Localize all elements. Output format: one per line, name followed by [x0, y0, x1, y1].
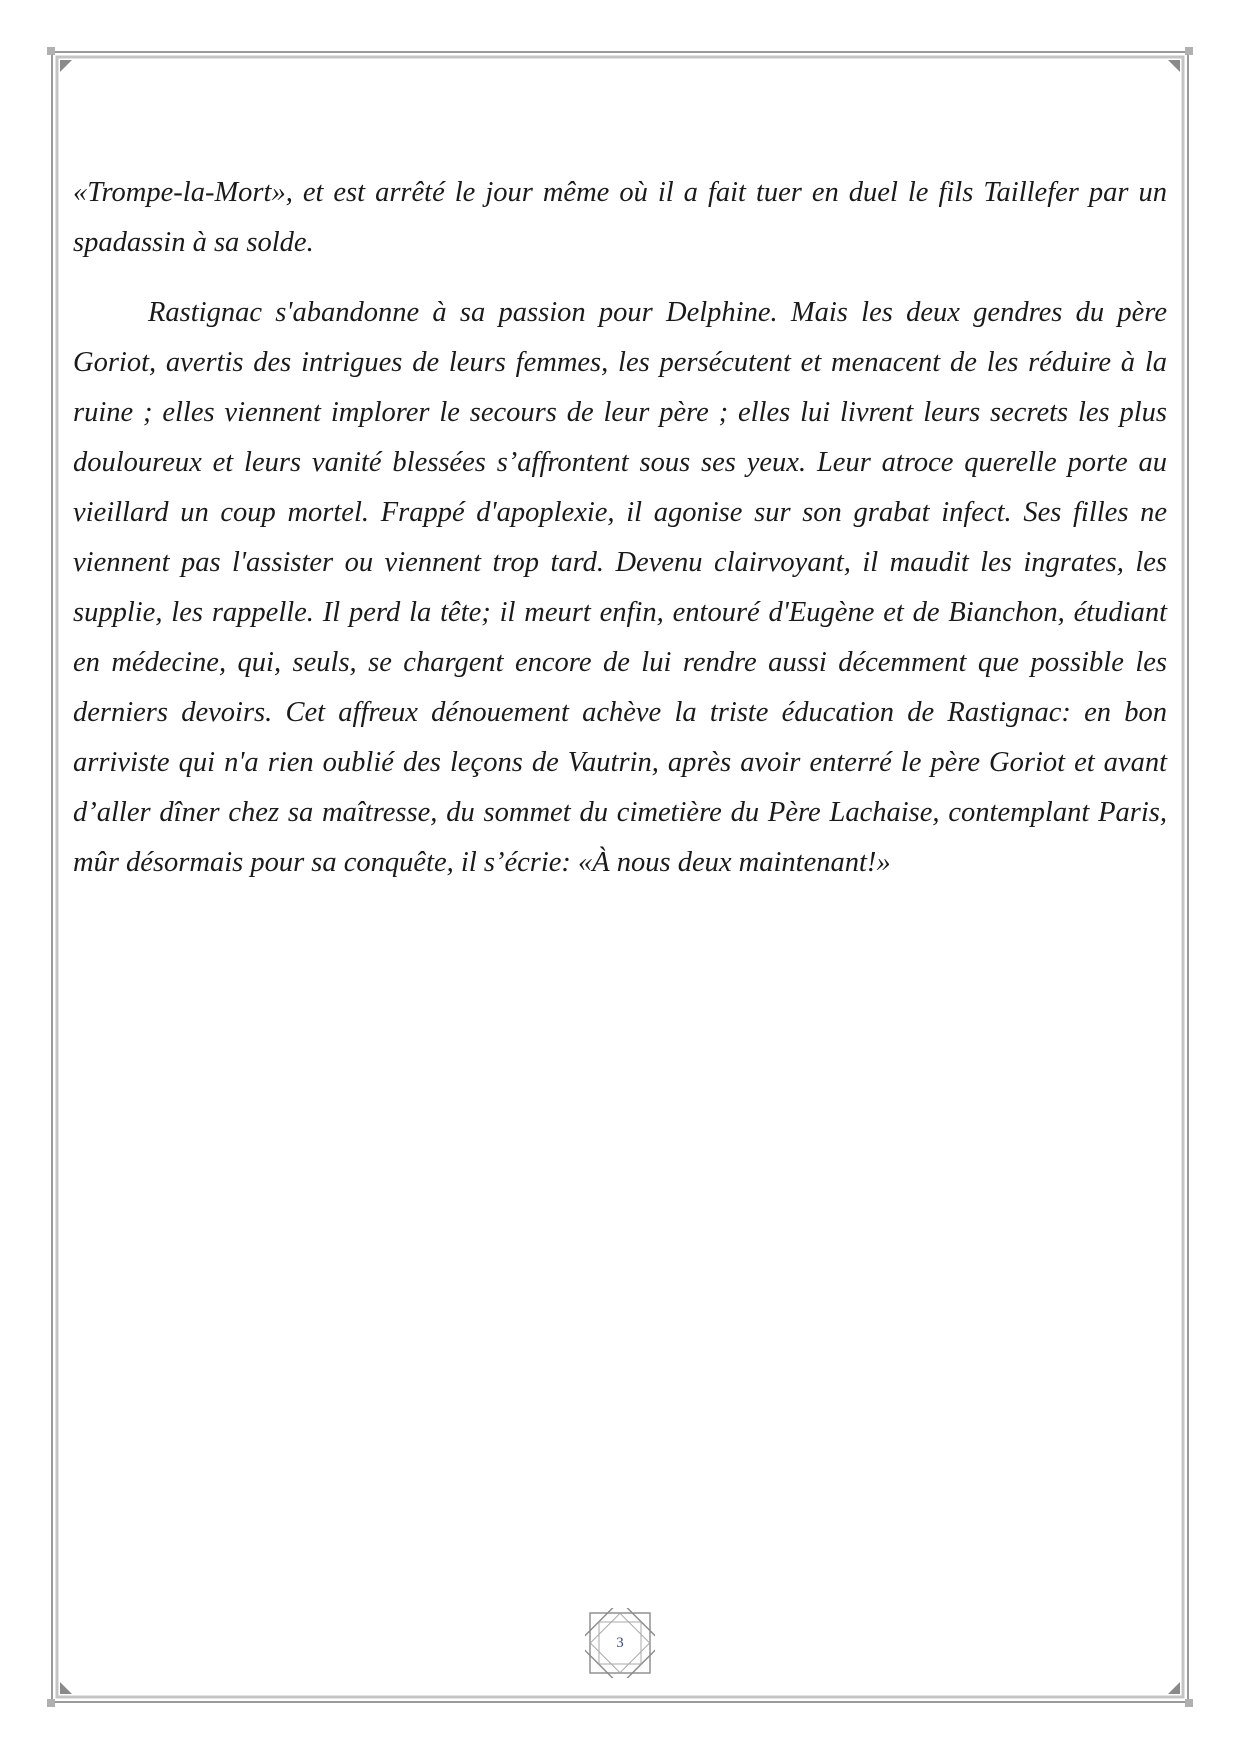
corner-ornament-bottom-left [60, 1682, 72, 1694]
corner-ornament-top-left [60, 60, 72, 72]
paragraph-2: Rastignac s'abandonne à sa passion pour Delphine. Mais les deux gendres du père Goriot, avertis des intrigues de leurs femmes, les persécutent et menacent de les réduire à la ruine ; elles viennent implorer le secours de leur père ; elles lui livrent leurs secrets les plus douloureux et leurs vanité blessées s’affrontent sous ses yeux. Leur atroce querelle porte au vieillard un coup mortel. Frappé d'apoplexie, il agonise sur son grabat infect. Ses filles ne viennent pas l'assister ou viennent trop tard. Devenu clairvoyant, il maudit les ingrates, les supplie, les rappelle. Il perd la tête; il meurt enfin, entouré d'Eugène et de Bianchon, étudiant en médecine, qui, seuls, se chargent encore de lui rendre aussi décemment que possible les derniers devoirs. Cet affreux dénouement achève la triste éducation de Rastignac: en bon arriviste qui n'a rien oublié des leçons de Vautrin, après avoir enterré le père Goriot et avant d’aller dîner chez sa maîtresse, du sommet du cimetière du Père Lachaise, contemplant Paris, mûr désormais pour sa conquête, il s’écrie: «À nous deux maintenant!» [73, 297, 1167, 878]
corner-ornament-top-right [1168, 60, 1180, 72]
paragraph-1: «Trompe-la-Mort», et est arrêté le jour même où il a fait tuer en duel le fils Taillefer par un spadassin à sa solde. [73, 177, 1167, 258]
page-number-ornament [585, 1608, 655, 1678]
body-text [73, 168, 1167, 888]
corner-ornament-bottom-right [1168, 1682, 1180, 1694]
page-number: 3 [616, 1635, 624, 1651]
